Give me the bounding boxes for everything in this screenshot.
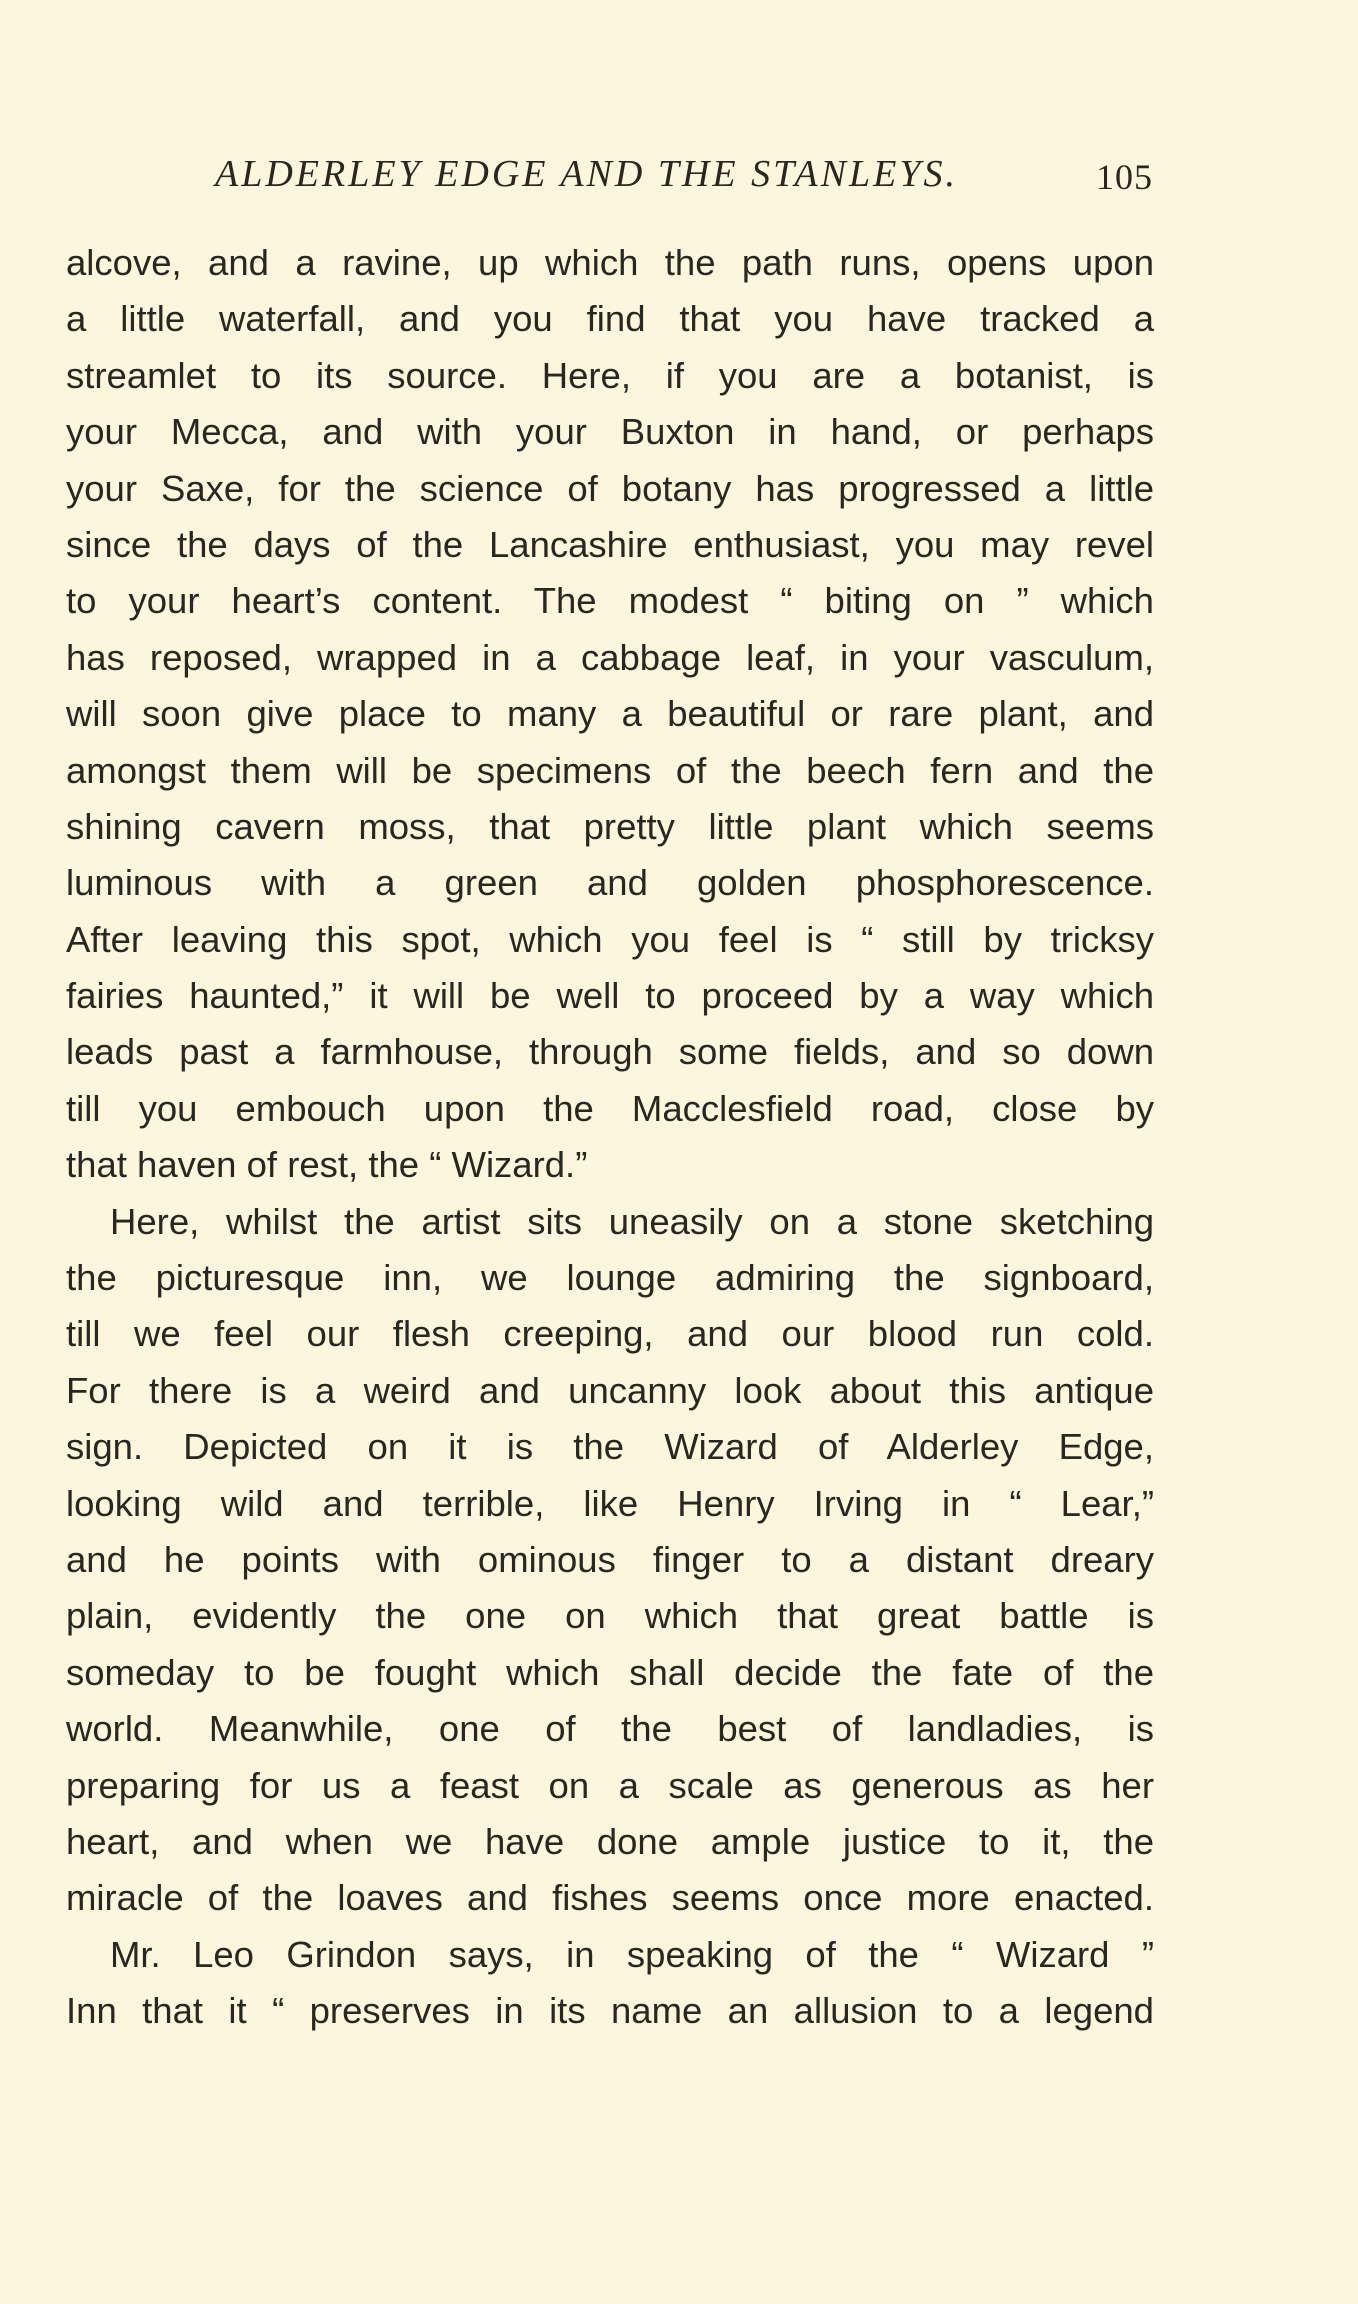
text-line: preparing for us a feast on a scale as generous as her: [66, 1764, 1154, 1806]
text-line: streamlet to its source. Here, if you are a botanist, is: [66, 354, 1154, 396]
text-line: leads past a farmhouse, through some fields, and so down: [66, 1031, 1154, 1073]
running-head: [215, 152, 1165, 202]
page-number: 105: [1096, 157, 1153, 197]
text-line: someday to be fought which shall decide the fate of the: [66, 1651, 1154, 1693]
text-line: Inn that it “ preserves in its name an allusion to a legend: [66, 1990, 1154, 2032]
body-text: [66, 235, 1154, 2040]
text-line: will soon give place to many a beautiful or rare plant, and: [66, 693, 1154, 735]
text-line: the picturesque inn, we lounge admiring the signboard,: [66, 1257, 1154, 1299]
text-line: After leaving this spot, which you feel is “ still by tricksy: [66, 918, 1154, 960]
paragraph-end-line: miracle of the loaves and fishes seems once more enacted.: [66, 1877, 1154, 1919]
paragraph-start-line: Here, whilst the artist sits uneasily on a stone sketching: [110, 1200, 1154, 1242]
text-line: till you embouch upon the Macclesfield road, close by: [66, 1087, 1154, 1129]
text-line: heart, and when we have done ample justice to it, the: [66, 1820, 1154, 1862]
text-line: shining cavern moss, that pretty little plant which seems: [66, 805, 1154, 847]
text-line: a little waterfall, and you find that you have tracked a: [66, 298, 1154, 340]
text-line: world. Meanwhile, one of the best of landladies, is: [66, 1708, 1154, 1750]
text-line: and he points with ominous finger to a distant dreary: [66, 1538, 1154, 1580]
text-line: plain, evidently the one on which that great battle is: [66, 1595, 1154, 1637]
paragraph-end-line: that haven of rest, the “ Wizard.”: [66, 1144, 588, 1186]
text-line: your Mecca, and with your Buxton in hand, or perhaps: [66, 411, 1154, 453]
text-line: till we feel our flesh creeping, and our blood run cold.: [66, 1313, 1154, 1355]
paragraph-start-line: Mr. Leo Grindon says, in speaking of the “ Wizard ”: [110, 1933, 1154, 1975]
text-line: looking wild and terrible, like Henry Irving in “ Lear,”: [66, 1482, 1154, 1524]
text-line: alcove, and a ravine, up which the path runs, opens upon: [66, 242, 1154, 283]
text-line: since the days of the Lancashire enthusiast, you may revel: [66, 523, 1154, 565]
text-line: to your heart’s content. The modest “ biting on ” which: [66, 580, 1154, 622]
text-line: For there is a weird and uncanny look about this antique: [66, 1369, 1154, 1411]
text-line: fairies haunted,” it will be well to proceed by a way which: [66, 975, 1154, 1017]
text-line: amongst them will be specimens of the beech fern and the: [66, 749, 1154, 791]
text-line: has reposed, wrapped in a cabbage leaf, in your vasculum,: [66, 636, 1154, 678]
text-line: luminous with a green and golden phosphorescence.: [66, 862, 1154, 904]
text-line: your Saxe, for the science of botany has progressed a little: [66, 467, 1154, 509]
text-line: sign. Depicted on it is the Wizard of Alderley Edge,: [66, 1426, 1154, 1468]
running-title: ALDERLEY EDGE AND THE STANLEYS.: [215, 153, 958, 195]
